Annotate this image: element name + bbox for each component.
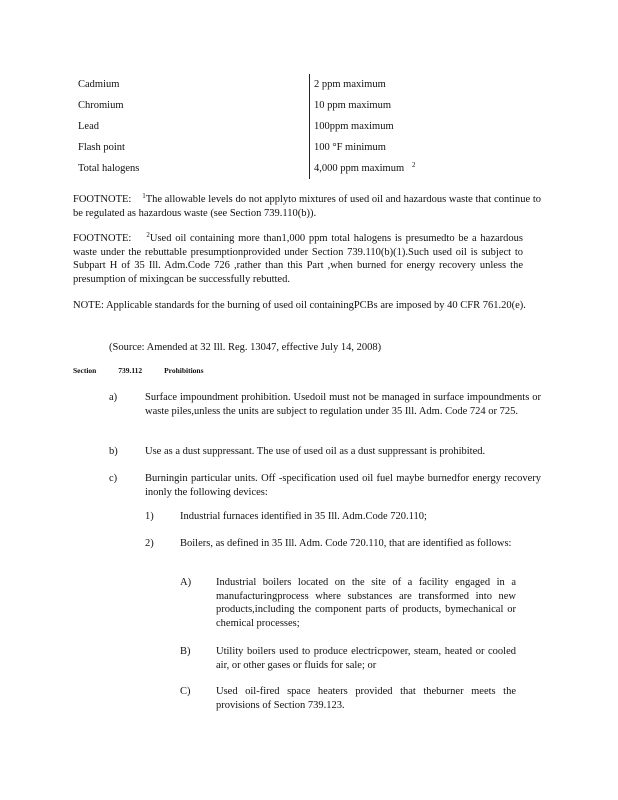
row-value: 10 ppm maximum [314,100,391,111]
list-item [109,472,541,502]
footnote-2 [73,232,523,286]
footnote-number: 2 [146,231,150,239]
table-row [78,74,558,95]
item-marker: a) [109,392,118,403]
source-note: (Source: Amended at 32 Ill. Reg. 13047, effective July 14, 2008) [109,342,382,353]
list-item [109,445,541,463]
item-text: Used oil-fired space heaters provided that theburner meets the provisions of Section 739.123. [216,686,516,711]
item-text: Boilers, as defined in 35 Ill. Adm. Code 720.110, that are identified as follows: [180,538,512,549]
item-marker: 1) [145,511,154,522]
item-marker: C) [180,686,191,697]
list-item [180,576,540,636]
table-row [78,116,558,137]
item-marker: B) [180,646,191,657]
item-text: Use as a dust suppressant. The use of used oil as a dust suppressant is prohibited. [145,446,486,457]
footnote-lead: FOOTNOTE: [73,194,132,205]
item-marker: A) [180,577,192,588]
footnote-1 [73,193,541,220]
section-heading [73,366,224,375]
item-text: Surface impoundment prohibition. Usedoil must not be managed in surface impoundments or waste piles,unless the units are subject to regulation under 35 Ill. Adm. Code 724 or 725. [145,392,541,417]
row-label: Flash point [78,142,125,153]
limits-table [78,74,558,179]
list-item [145,510,541,526]
footnote-lead: FOOTNOTE: [73,233,132,244]
item-text: Utility boilers used to produce electricpower, steam, heated or cooled air, or other gases or fluids for sale; or [216,646,516,671]
table-row [78,137,558,158]
table-row [78,95,558,116]
section-word: Section [73,366,97,375]
note-paragraph: NOTE: Applicable standards for the burning of used oil containingPCBs are imposed by 40 CFR 761.20(e). [73,300,526,311]
list-item [180,685,540,715]
row-value-text: 4,000 ppm maximum [314,163,405,174]
section-number: 739.112 [118,366,143,375]
row-label: Chromium [78,100,124,111]
row-label: Total halogens [78,163,140,174]
list-item [180,645,540,675]
row-value: 100ppm maximum [314,121,394,132]
footnote-text: Used oil containing more than1,000 ppm total halogens is presumedto be a hazardous waste under the rebuttable presumptionprovided under Section 739.110(b)(1).Such used oil is subject to Subpart H of 35 Ill. Adm.Code 726 ,rather than this Part ,when burned for energy recovery unless the presumption of mixingcan be successfully rebutted. [73,233,523,285]
row-label: Cadmium [78,79,120,90]
item-text: Burningin particular units. Off -specification used oil fuel maybe burnedfor energy recovery inonly the following devices: [145,473,541,498]
item-marker: 2) [145,538,154,549]
list-item [145,537,541,567]
row-value: 2 ppm maximum [314,79,386,90]
section-title: Prohibitions [164,366,204,375]
row-value [314,158,416,179]
footnote-number: 1 [142,192,146,200]
item-text: Industrial furnaces identified in 35 Ill. Adm.Code 720.110; [180,511,427,522]
footnote-ref: 2 [412,161,416,169]
footnote-text: The allowable levels do not applyto mixtures of used oil and hazardous waste that continue to be regulated as hazardous waste (see Section 739.110(b)). [73,194,541,219]
row-value: 100 °F minimum [314,142,386,153]
item-marker: c) [109,473,118,484]
item-marker: b) [109,446,118,457]
item-text: Industrial boilers located on the site of a facility engaged in a manufacturingprocess where substances are transformed into new products,including the component parts of products, bymechanical or chemical processes; [216,577,516,629]
list-item [109,391,541,436]
row-label: Lead [78,121,99,132]
table-row [78,158,558,179]
